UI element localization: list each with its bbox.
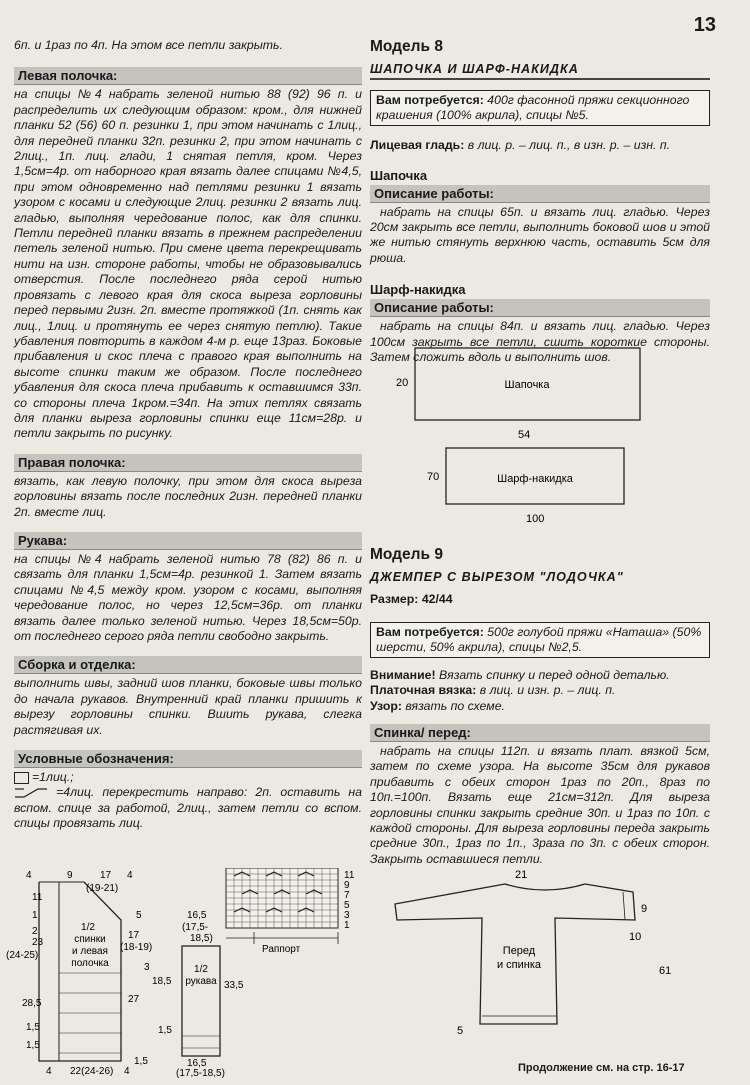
assembly-text: выполнить швы, задний шов планки, боковые швы только до начала рукавов. Внутренний край планки пришить к вырезу горловины спинки. Вшить рукава, слегка растягивая их. xyxy=(14,676,362,737)
d1-bottom-0: 4 xyxy=(46,1066,52,1077)
hat-height: 20 xyxy=(396,377,409,389)
intro-text: 6п. и 1раз по 4п. На этом все петли закрыть. xyxy=(14,38,283,52)
model9-back-heading: Спинка/ перед: xyxy=(370,724,710,742)
d1-label-2: и левая xyxy=(72,946,108,957)
hat-heading: Шапочка xyxy=(370,167,428,183)
model8-stitch-label: Лицевая гладь: xyxy=(370,138,465,152)
d1-label-0: 1/2 xyxy=(81,922,95,933)
d1-left-7: 1,5 xyxy=(26,1040,40,1051)
model9-subtitle: ДЖЕМПЕР С ВЫРЕЗОМ "ЛОДОЧКА" xyxy=(370,570,624,584)
hat-width: 54 xyxy=(518,429,531,441)
sleeve-diagram xyxy=(152,910,244,1078)
hat-diagram xyxy=(396,348,640,441)
model9-attention-label: Внимание! xyxy=(370,667,436,682)
pattern-row-11: 11 xyxy=(344,870,355,881)
model8-needs-text: 400г фасонной пряжи секционного крашения (100% акрила), спицы №5. xyxy=(376,93,690,122)
left-diagrams xyxy=(4,868,364,1078)
d1-mid-2: (18-19) xyxy=(120,942,153,953)
model9-attention xyxy=(370,668,710,684)
pattern-row-7: 7 xyxy=(344,890,350,901)
d1-label-1: спинки xyxy=(74,934,106,945)
model9-needs-text: 500г голубой пряжи «Наташа» (50% шерсти, 50% акрила), спицы №2,5. xyxy=(376,624,702,654)
scarf-label: Шарф-накидка xyxy=(497,473,573,485)
jumper-cuff: 9 xyxy=(641,903,648,915)
model9-stitch-label: Платочная вязка: xyxy=(370,683,477,697)
left-shelf-heading: Левая полочка: xyxy=(14,67,362,85)
jumper-diagram xyxy=(385,866,715,1046)
sleeves-heading: Рукава: xyxy=(14,532,362,550)
d2-label-1: рукава xyxy=(185,976,217,987)
d2-top-0: 16,5 xyxy=(187,910,207,921)
model9-back-text: набрать на спицы 112п. и вязать плат. вязкой 5см, затем по схеме узора. На высоте 35см для рукавов прибавить с обеих сторон 1раз по 20п., 8раз по 10п.=100п. Вязать еще 21см=312п. Для выреза горловины спинки закрыть средние 30п. и 1раз по 10п. с каждой стороны. Для выреза горловины переда закрыть средние 30п., 1раз по 1п., 3раза по 3п. с обеих сторон. Закрыть оставшиеся петли. xyxy=(370,744,710,866)
model9-title: Модель 9 xyxy=(370,546,443,563)
d1-top-0: 4 xyxy=(26,870,32,881)
pattern-row-9: 9 xyxy=(344,880,350,891)
d2-top-1: (17,5- xyxy=(182,922,209,933)
d1-mid-1: 17 xyxy=(128,930,140,941)
d1-mid-3: 3 xyxy=(144,962,150,973)
d1-bottom-2: 4 xyxy=(124,1066,130,1077)
model9-pattern-text: вязать по схеме. xyxy=(405,698,505,713)
d2-right: 33,5 xyxy=(224,980,244,991)
d1-left-1: 1 xyxy=(32,910,38,921)
legend-item-cross-text: =4лиц. перекрестить направо: 2п. оставить на вспом. спице за работой, 2лиц., затем петли со вспом. спицы провязать лиц. xyxy=(14,785,362,831)
knit-symbol-icon xyxy=(14,772,29,784)
d2-bottom-1: (17,5-18,5) xyxy=(176,1068,225,1078)
model9-pattern-label: Узор: xyxy=(370,698,402,713)
model8-needs-box xyxy=(370,90,710,126)
d1-mid-0: 5 xyxy=(136,910,142,921)
model9-stitch xyxy=(370,683,710,699)
model8-subtitle: ШАПОЧКА И ШАРФ-НАКИДКА xyxy=(370,62,710,80)
model9-stitch-text: в лиц. и изн. р. – лиц. п. xyxy=(479,683,616,697)
pattern-caption: Раппорт xyxy=(262,944,301,955)
pattern-chart xyxy=(226,868,355,955)
right-column xyxy=(370,38,710,365)
right-shelf-text: вязать, как левую полочку, при этом для скоса выреза горловины вязать после последних 2изн. передней планки 2п. вместе лиц. xyxy=(14,473,362,519)
left-shelf-text: на спицы №4 набрать зеленой нитью 88 (92) 96 п. и распределить их следующим образом: кром., для нижней планки 52 (56) 60 п. резинки 1, при этом начинать с 1лиц., для передней планки 32п. резинки 2, при этом начинать с 2лиц., 1п. лиц. глади, 1 снятая петля, кром. Через 1,5см=4р. от наборного края вязать далее спицами №4,5, при этом одновременно над петлями резинки 1 вязать узором с косами и следующие 2лиц. резинки 2 вязать лиц. гладью, выполняя чередование полос, как для спинки. Петли передней планки вязать в прежнем распределении петель зеленой нитью. При смене цвета перекрещивать нити на изн. стороне работы, чтобы не образовывались отверстия. После последнего ряда серой нитью провязать с левого края для скоса выреза горловины перед первыми 2изн. 2п. вместе протяжкой (1п. снять как лиц., 1лиц. и протянуть ее через снятую петлю). Такие убавления повторить в каждом 4-м р. еще 13раз. Боковые прибавления и скос плеча с правого края выполнить на высоте спинки таким же образом. После последнего убавления для скоса плеча прибавить к оставшимся 33п. со стороны плеча 1кром.=34п. На этих петлях связать для планки выреза горловины спинки еще 11см=28р. и петли закрыть по рисунку. xyxy=(14,87,362,441)
model9-attention-text: Вязать спинку и перед одной деталью. xyxy=(438,667,670,682)
cross-symbol-icon xyxy=(14,788,48,798)
model8-title: Модель 8 xyxy=(370,38,443,55)
pattern-row-5: 5 xyxy=(344,900,350,911)
d1-top-3: 4 xyxy=(127,870,133,881)
jumper-sleeve: 10 xyxy=(629,931,642,943)
jumper-height: 61 xyxy=(659,965,672,977)
jumper-hem: 5 xyxy=(457,1025,464,1037)
hat-desc-heading: Описание работы: xyxy=(370,185,710,203)
model8-diagrams xyxy=(390,340,720,540)
jumper-label-1: и спинка xyxy=(496,959,542,971)
d1-label-3: полочка xyxy=(71,958,109,969)
jumper-label-0: Перед xyxy=(502,945,536,957)
hat-text: набрать на спицы 65п. и вязать лиц. гладью. Через 20см закрыть все петли, выполнить боковой шов и этой же нитью стянуть верхнюю часть, оставить 5см для рюша. xyxy=(370,204,710,265)
scarf-width: 100 xyxy=(526,513,545,525)
d1-left-4: (24-25) xyxy=(6,950,39,961)
legend-item-knit-text: =1лиц.; xyxy=(32,770,74,785)
assembly-heading: Сборка и отделка: xyxy=(14,656,362,674)
d2-label-0: 1/2 xyxy=(194,964,208,975)
model8-needs-label: Вам потребуется: xyxy=(376,93,484,107)
jumper-neck: 21 xyxy=(515,869,528,881)
continuation-note: Продолжение см. на стр. 16-17 xyxy=(518,1062,685,1074)
d2-bottom-0: 16,5 xyxy=(187,1058,207,1069)
model9-needs-label: Вам потребуется: xyxy=(376,624,484,639)
model9-size xyxy=(370,592,710,608)
scarf-text: набрать на спицы 84п. и вязать лиц. гладью. Через 100см закрыть все петли, сшить короткие стороны. Затем сложить вдоль и выполнить шов. xyxy=(370,319,710,364)
d1-left-0: 11 xyxy=(32,892,43,903)
model9-pattern xyxy=(370,699,710,715)
sleeves-text: на спицы №4 набрать зеленой нитью 78 (82) 86 п. и связать для планки 1,5см=4р. резинкой 1. Затем вязать спицами №4,5 между кром. узором с косами, выполняя чередование полос, но через 12,5см=36р. от планки вязать далее только зеленой нитью. Через 18,5см=50р. от последнего серого ряда петли свободно закрыть. xyxy=(14,551,362,643)
d2-left-0: 18,5 xyxy=(152,976,172,987)
d1-bottom-1: 22(24-26) xyxy=(70,1066,114,1077)
model9-needs-box xyxy=(370,622,710,658)
legend-heading: Условные обозначения: xyxy=(14,750,362,768)
d1-bottom-3: 1,5 xyxy=(134,1056,148,1067)
d1-mid-4: 27 xyxy=(128,994,140,1005)
pattern-row-1: 1 xyxy=(344,920,350,931)
d1-left-2: 2 xyxy=(32,926,38,937)
d1-top-2: 17 xyxy=(100,870,112,881)
model8-stitch xyxy=(370,138,710,154)
model9-section xyxy=(370,546,710,867)
model9-size-value: 42/44 xyxy=(421,592,453,606)
d1-top-sub: (19-21) xyxy=(86,883,119,894)
legend-item-cross xyxy=(14,785,362,831)
model9-size-label: Размер: xyxy=(370,592,419,606)
scarf-heading: Шарф-накидка xyxy=(370,282,466,298)
pattern-row-3: 3 xyxy=(344,910,350,921)
d1-top-1: 9 xyxy=(67,870,73,881)
page-number: 13 xyxy=(693,14,716,36)
d2-left-1: 1,5 xyxy=(158,1025,172,1036)
hat-label: Шапочка xyxy=(504,379,550,391)
d2-top-2: 18,5) xyxy=(190,933,213,944)
legend-item-knit xyxy=(14,770,362,785)
d1-left-3: 23 xyxy=(32,937,44,948)
model8-stitch-text: в лиц. р. – лиц. п., в изн. р. – изн. п. xyxy=(467,138,671,152)
back-front-diagram xyxy=(6,870,152,1077)
left-column xyxy=(14,38,362,832)
scarf-desc-heading: Описание работы: xyxy=(370,299,710,317)
scarf-height: 70 xyxy=(427,471,440,483)
right-shelf-heading: Правая полочка: xyxy=(14,454,362,472)
scarf-diagram xyxy=(427,448,624,525)
d1-left-6: 1,5 xyxy=(26,1022,40,1033)
d1-left-5: 28,5 xyxy=(22,998,42,1009)
